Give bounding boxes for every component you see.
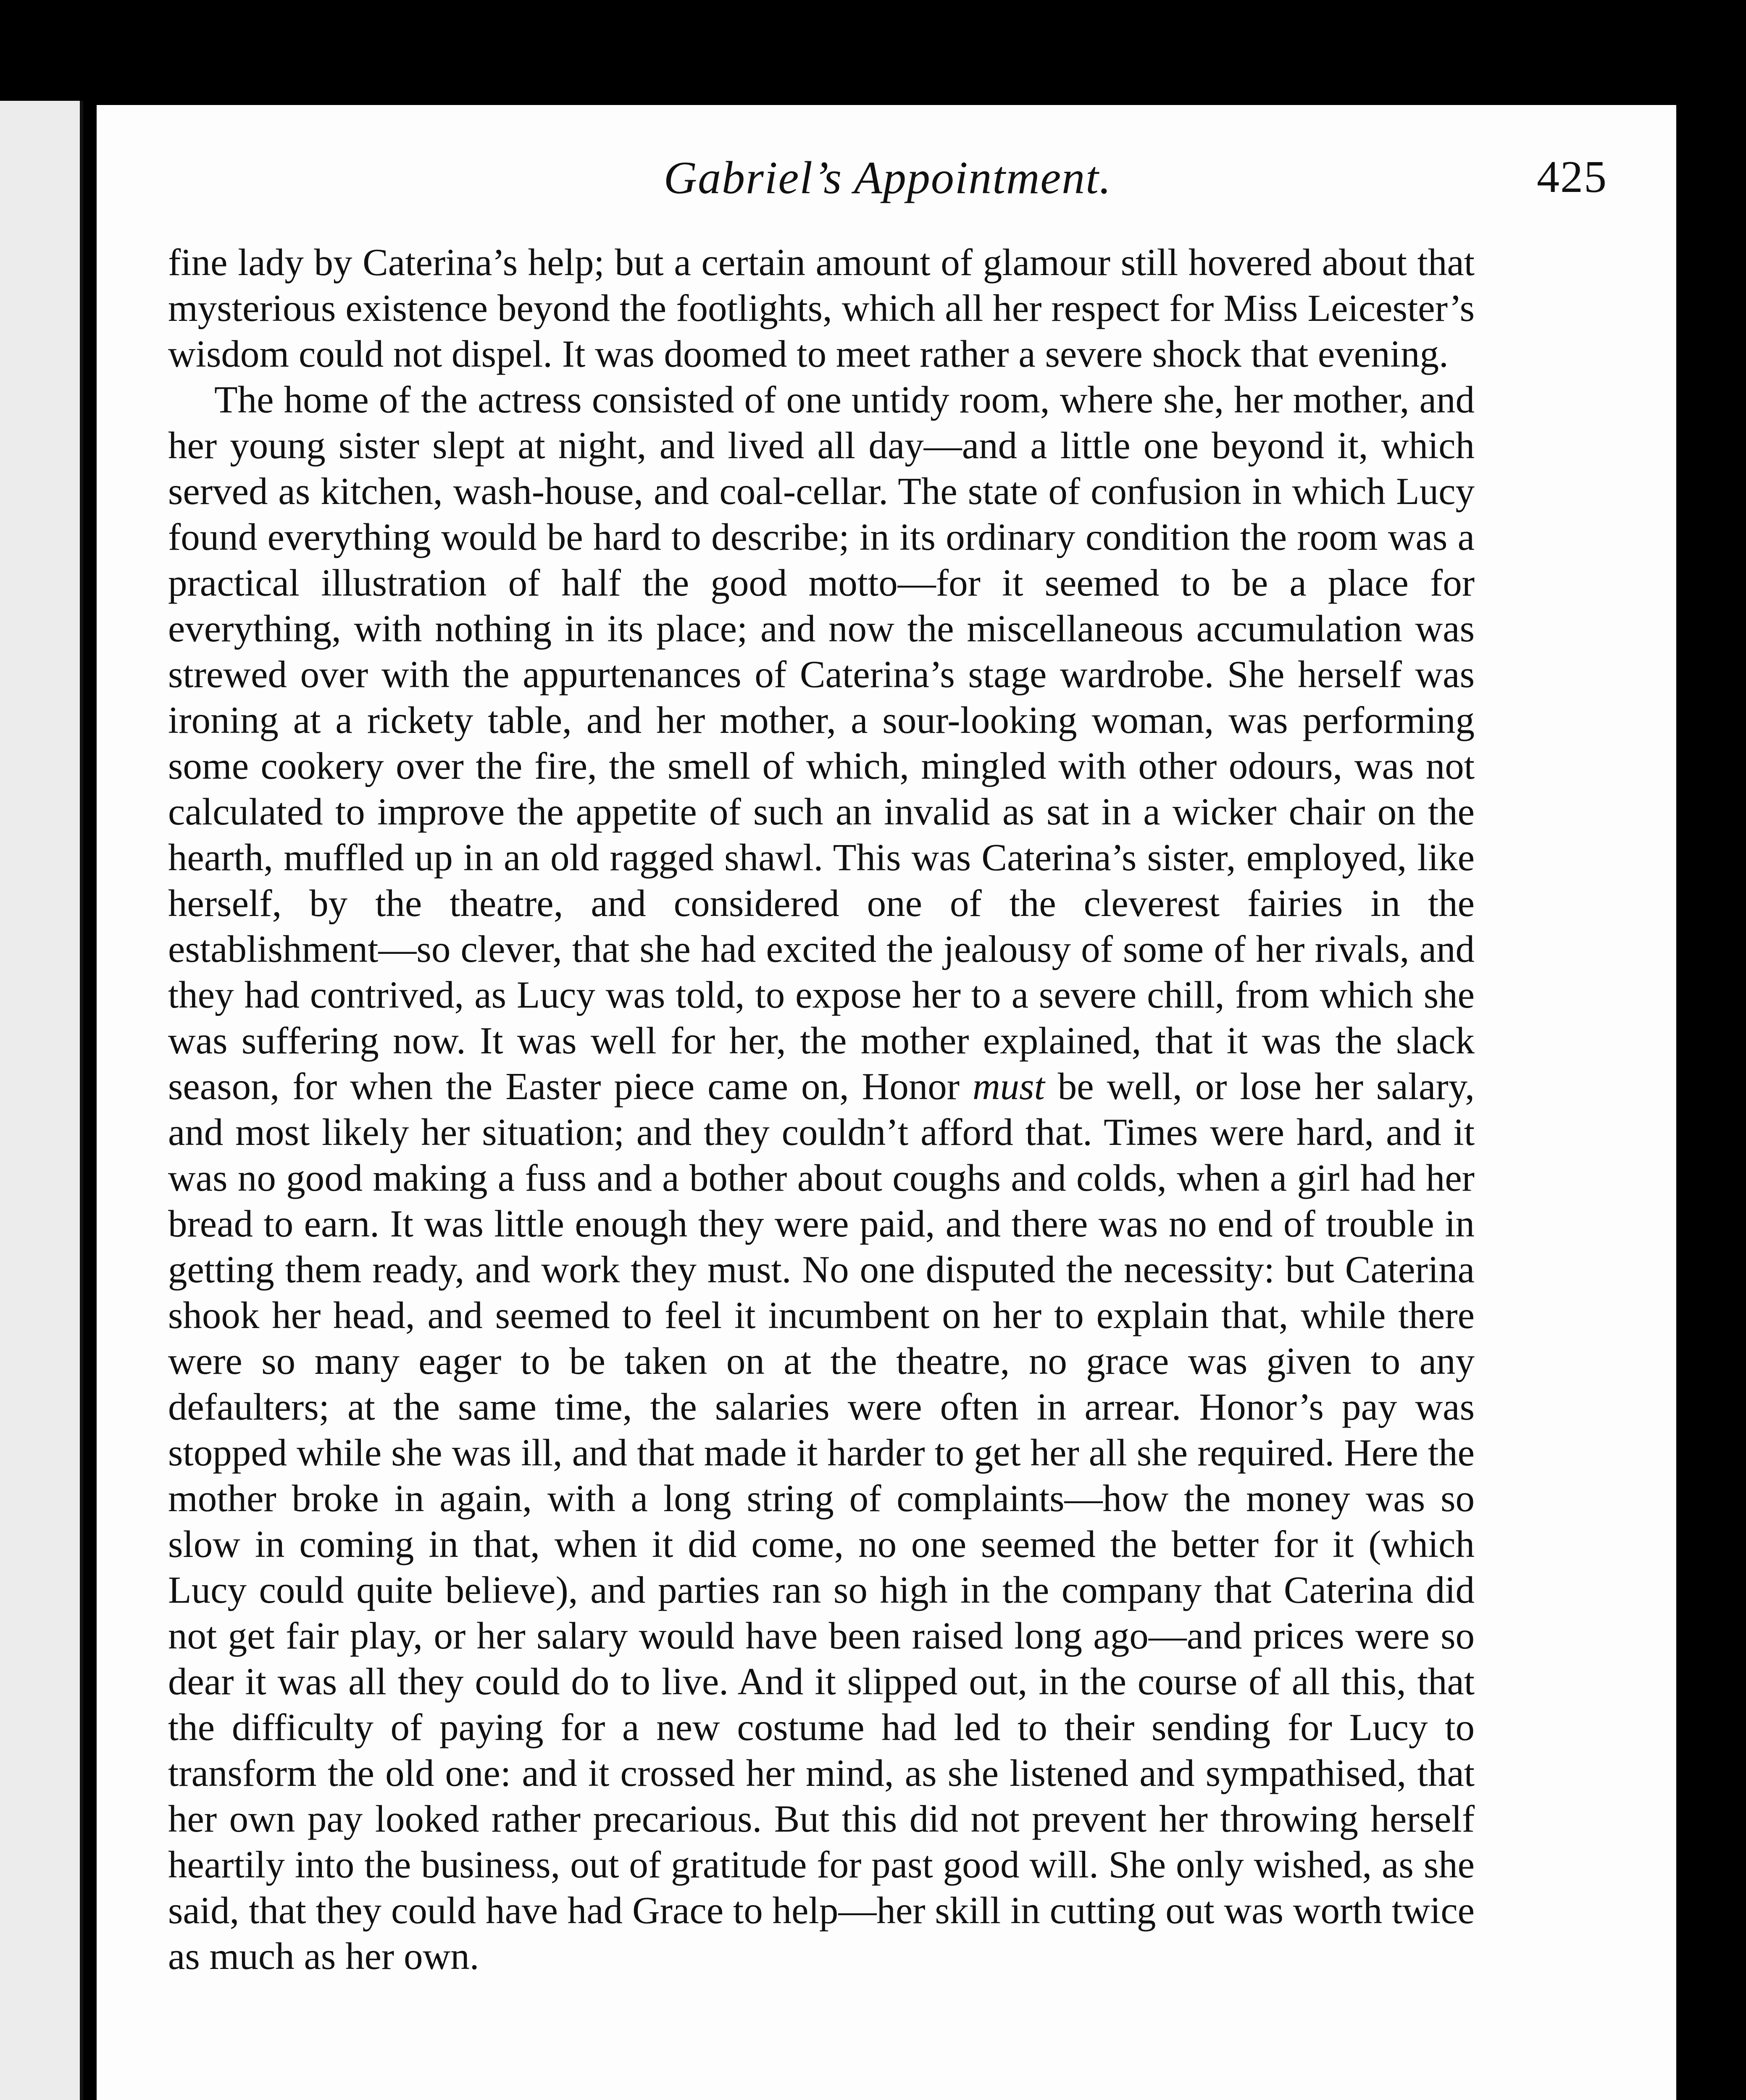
page-text	[168, 239, 1475, 1979]
paragraph-home-of-actress	[168, 377, 1475, 1979]
paragraph-text-part-a: The home of the actress consisted of one untidy room, where she, her mother, and her young sister slept at night, and lived all day—and a little one beyond it, which served as kitchen, wash-house, and coal-cellar. The state of confusion in which Lucy found everything would be hard to describe; in its ordinary condition the room was a practical illustration of half the good motto—for it seemed to be a place for everything, with nothing in its place; and now the miscellaneous accumulation was strewed over with the appurtenances of Caterina’s stage wardrobe. She herself was ironing at a rickety table, and her mother, a sour-looking woman, was performing some cookery over the fire, the smell of which, mingled with other odours, was not calculated to improve the appetite of such an invalid as sat in a wicker chair on the hearth, muffled up in an old ragged shawl. This was Caterina’s sister, employed, like herself, by the theatre, and considered one of the cleverest fairies in the establishment—so clever, that she had excited the jealousy of some of her rivals, and they had contrived, as Lucy was told, to expose her to a severe chill, from which she was suffering now. It was well for her, the mother explained, that it was the slack season, for when the Easter piece came on, Honor	[168, 378, 1475, 1108]
paragraph-text-part-b: be well, or lose her salary, and most likely her situation; and they couldn’t afford that. Times were hard, and it was no good making a fuss and a bother about coughs and colds, when a girl had her bread to earn. It was little enough they were paid, and there was no end of trouble in getting them ready, and work they must. No one disputed the necessity: but Caterina shook her head, and seemed to feel it incumbent on her to explain that, while there were so many eager to be taken on at the theatre, no grace was given to any defaulters; at the same time, the salaries were often in arrear. Honor’s pay was stopped while she was ill, and that made it harder to get her all she required. Here the mother broke in again, with a long string of complaints—how the money was so slow in coming in that, when it did come, no one seemed the better for it (which Lucy could quite believe), and parties ran so high in the company that Caterina did not get fair play, or her salary would have been raised long ago—and prices were so dear it was all they could do to live. And it slipped out, in the course of all this, that the difficulty of paying for a new costume had led to their sending for Lucy to transform the old one: and it crossed her mind, as she listened and sympathised, that her own pay looked rather precarious. But this did not prevent her throwing herself heartily into the business, out of gratitude for past good will. She only wished, as she said, that they could have had Grace to help—her skill in cutting out was worth twice as much as her own.	[168, 1065, 1475, 1977]
paragraph-continued: fine lady by Caterina’s help; but a certain amount of glamour still hovered about that mysterious existence beyond the footlights, which all her respect for Miss Leicester’s wisdom could not dispel. It was doomed to meet rather a severe shock that evening.	[168, 241, 1475, 375]
running-title: Gabriel’s Appointment.	[663, 152, 1112, 203]
page-number: 425	[1537, 152, 1607, 202]
left-page-edge	[0, 101, 83, 2100]
page-header	[168, 151, 1607, 214]
italic-word: must	[972, 1065, 1045, 1108]
